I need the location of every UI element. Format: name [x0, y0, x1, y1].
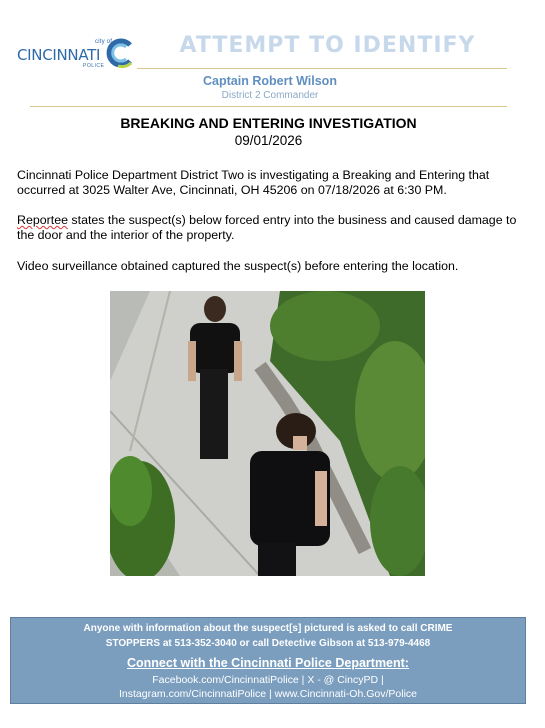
logo-c-mark-icon — [104, 37, 136, 69]
cincinnati-police-logo — [16, 36, 138, 72]
tip-instructions — [11, 621, 525, 651]
investigation-headline: BREAKING AND ENTERING INVESTIGATION — [120, 115, 417, 131]
reportee-paragraph — [17, 213, 522, 243]
section-divider — [30, 106, 507, 107]
notice-date: 09/01/2026 — [234, 133, 303, 148]
header-divider — [137, 68, 507, 69]
commander-role: District 2 Commander — [221, 90, 319, 101]
tip-line-1: Anyone with information about the suspect[s] pictured is asked to call CRIME — [83, 623, 453, 634]
social-links-line-1[interactable]: Facebook.com/CincinnatiPolice | X - @ CincyPD | — [152, 674, 384, 686]
surveillance-paragraph: Video surveillance obtained captured the suspect(s) before entering the location. — [17, 259, 459, 273]
surveillance-photo — [110, 291, 425, 576]
connect-heading: Connect with the Cincinnati Police Department: — [127, 656, 409, 670]
tip-line-2: STOPPERS at 513-352-3040 or call Detective Gibson at 513-979-4468 — [105, 638, 431, 649]
social-links-line-2[interactable]: Instagram.com/CincinnatiPolice | www.Cincinnati-Oh.Gov/Police — [118, 688, 417, 700]
logo-police: POLICE — [83, 63, 105, 69]
reportee-text: states the suspect(s) below forced entry into the business and caused damage to the door and the interior of the property. — [17, 213, 517, 242]
spellcheck-word: Reportee — [17, 213, 68, 227]
logo-city-name: CINCINNATI — [17, 46, 101, 64]
crime-stoppers-footer — [10, 617, 526, 704]
commander-name: Captain Robert Wilson — [203, 74, 337, 88]
social-links — [11, 673, 525, 701]
page-title: ATTEMPT TO IDENTIFY — [179, 33, 476, 58]
logo-city-of: city of — [95, 39, 113, 45]
incident-paragraph: Cincinnati Police Department District Two is investigating a Breaking and Entering that occurred at 3025 Walter Ave, Cincinnati, OH 45206 on 07/18/2026 at 6:30 PM. — [17, 168, 490, 197]
